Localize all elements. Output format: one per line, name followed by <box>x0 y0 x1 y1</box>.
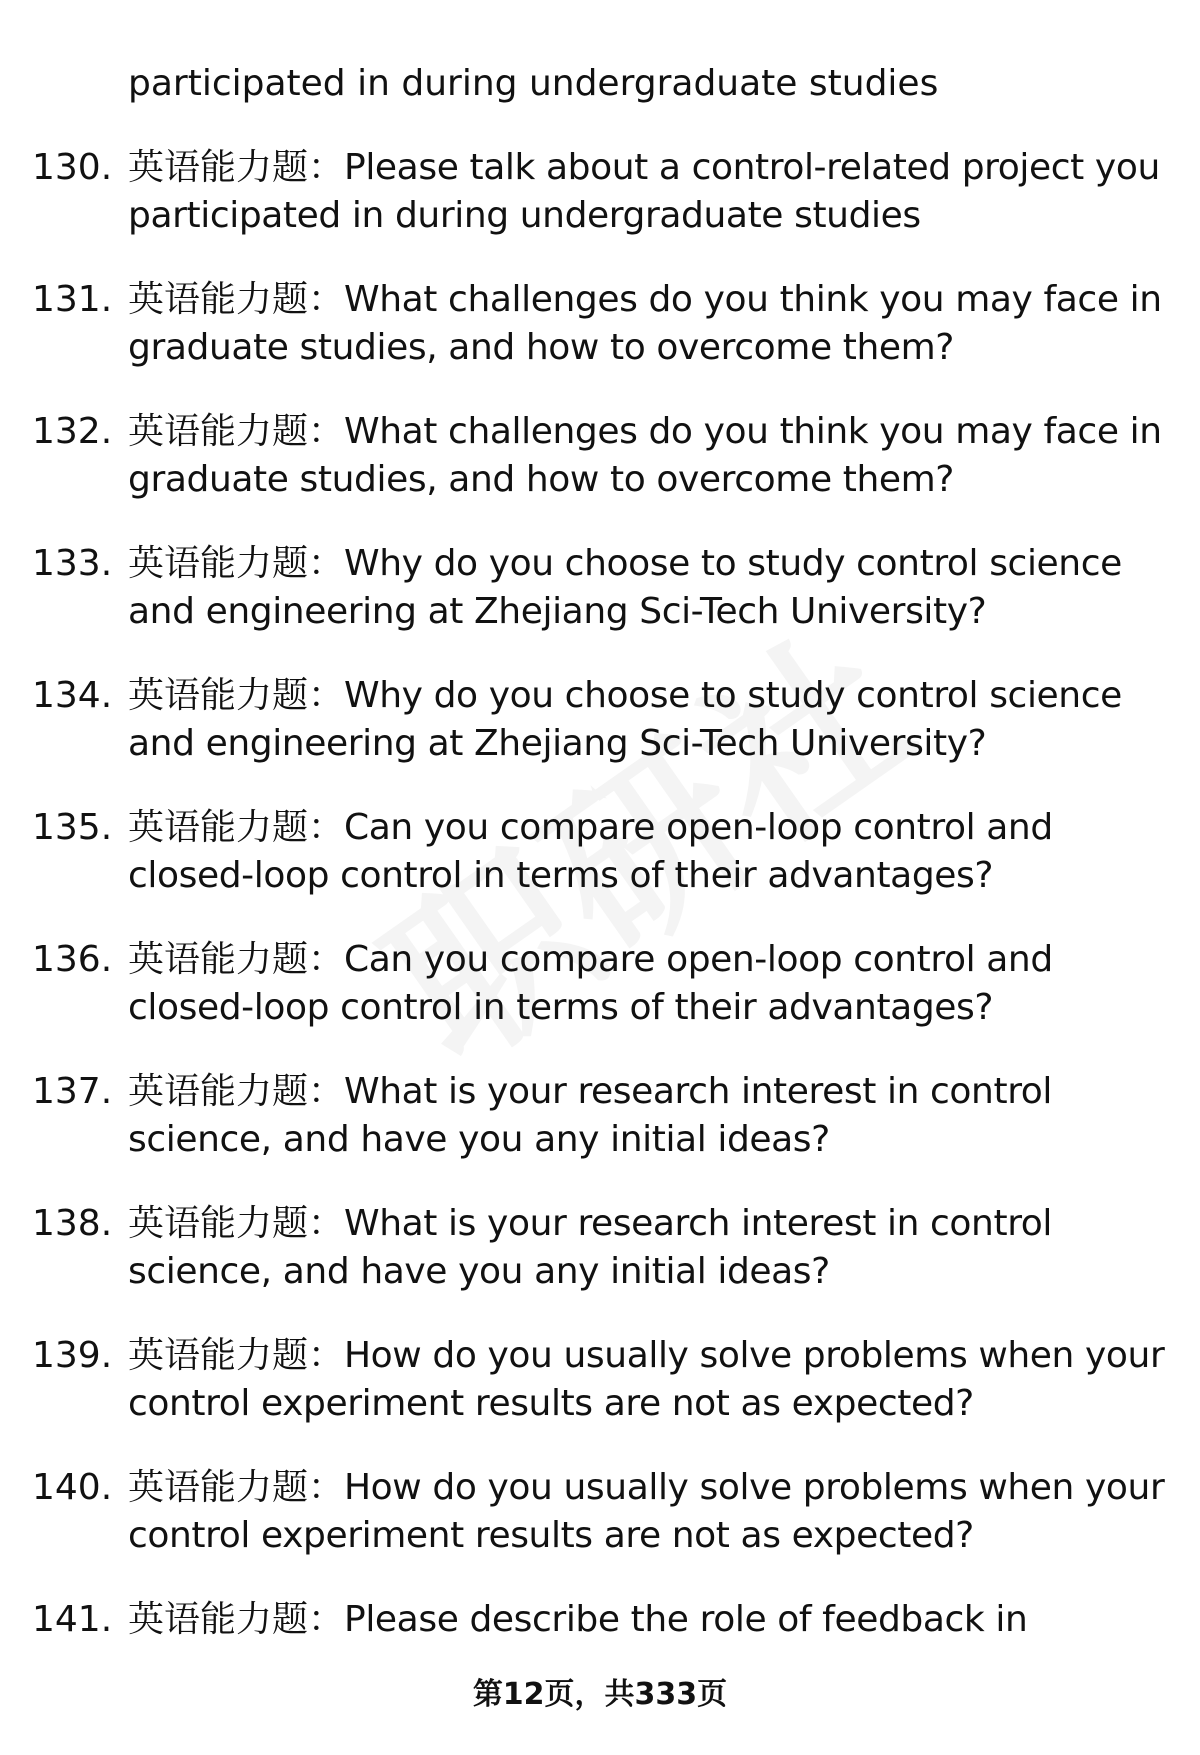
item-number: 135. <box>32 807 113 848</box>
item-label: 英语能力题： <box>128 279 345 320</box>
item-label: 英语能力题： <box>128 1335 345 1376</box>
item-text: Can you compare open-loop control and closed-loop control in terms of their advantages? <box>128 807 1053 896</box>
item-label: 英语能力题： <box>128 939 345 980</box>
item-number: 140. <box>32 1467 113 1508</box>
item-body <box>128 276 1173 372</box>
item-body <box>128 1200 1173 1296</box>
list-item <box>0 804 1200 936</box>
list-item <box>0 1068 1200 1200</box>
item-text: What challenges do you think you may face in graduate studies, and how to overcome them? <box>128 411 1162 500</box>
item-body <box>128 1068 1173 1164</box>
list-item <box>0 1332 1200 1464</box>
item-number: 139. <box>32 1335 113 1376</box>
item-number: 134. <box>32 675 113 716</box>
item-body <box>128 672 1173 768</box>
question-list <box>0 144 1200 1728</box>
list-item <box>0 1200 1200 1332</box>
item-text: Why do you choose to study control science and engineering at Zhejiang Sci-Tech University? <box>128 543 1122 632</box>
item-label: 英语能力题： <box>128 807 345 848</box>
item-body <box>128 144 1173 240</box>
item-body <box>128 1332 1173 1428</box>
item-number: 133. <box>32 543 113 584</box>
item-number: 141. <box>32 1599 113 1640</box>
list-item <box>0 672 1200 804</box>
item-body <box>128 936 1173 1032</box>
item-label: 英语能力题： <box>128 1203 345 1244</box>
item-label: 英语能力题： <box>128 411 345 452</box>
list-item <box>0 1464 1200 1596</box>
item-body <box>128 1596 1173 1644</box>
item-text: Can you compare open-loop control and closed-loop control in terms of their advantages? <box>128 939 1053 1028</box>
item-body <box>128 408 1173 504</box>
item-text: What is your research interest in control science, and have you any initial ideas? <box>128 1071 1053 1160</box>
item-number: 132. <box>32 411 113 452</box>
item-label: 英语能力题： <box>128 1071 345 1112</box>
list-item <box>0 276 1200 408</box>
item-body <box>128 540 1173 636</box>
list-item <box>0 936 1200 1068</box>
item-body <box>128 804 1173 900</box>
item-text: What is your research interest in control science, and have you any initial ideas? <box>128 1203 1053 1292</box>
item-label: 英语能力题： <box>128 543 345 584</box>
item-label: 英语能力题： <box>128 1467 345 1508</box>
item-number: 131. <box>32 279 113 320</box>
item-number: 136. <box>32 939 113 980</box>
item-label: 英语能力题： <box>128 147 345 188</box>
continuation-text: participated in during undergraduate studies <box>128 63 939 104</box>
list-item <box>0 540 1200 672</box>
list-item <box>0 408 1200 540</box>
item-text: Please describe the role of feedback in <box>344 1599 1028 1640</box>
item-text: Please talk about a control-related project you participated in during undergraduate studies <box>128 147 1160 236</box>
item-text: What challenges do you think you may face in graduate studies, and how to overcome them? <box>128 279 1162 368</box>
item-label: 英语能力题： <box>128 675 345 716</box>
item-label: 英语能力题： <box>128 1599 345 1640</box>
page-footer: 第12页，共333页 <box>472 1677 728 1712</box>
item-number: 130. <box>32 147 113 188</box>
item-text: Why do you choose to study control science and engineering at Zhejiang Sci-Tech University? <box>128 675 1122 764</box>
item-number: 137. <box>32 1071 113 1112</box>
item-text: How do you usually solve problems when your control experiment results are not as expected? <box>128 1335 1165 1424</box>
item-body <box>128 1464 1173 1560</box>
item-text: How do you usually solve problems when your control experiment results are not as expected? <box>128 1467 1165 1556</box>
list-item <box>0 144 1200 276</box>
item-number: 138. <box>32 1203 113 1244</box>
